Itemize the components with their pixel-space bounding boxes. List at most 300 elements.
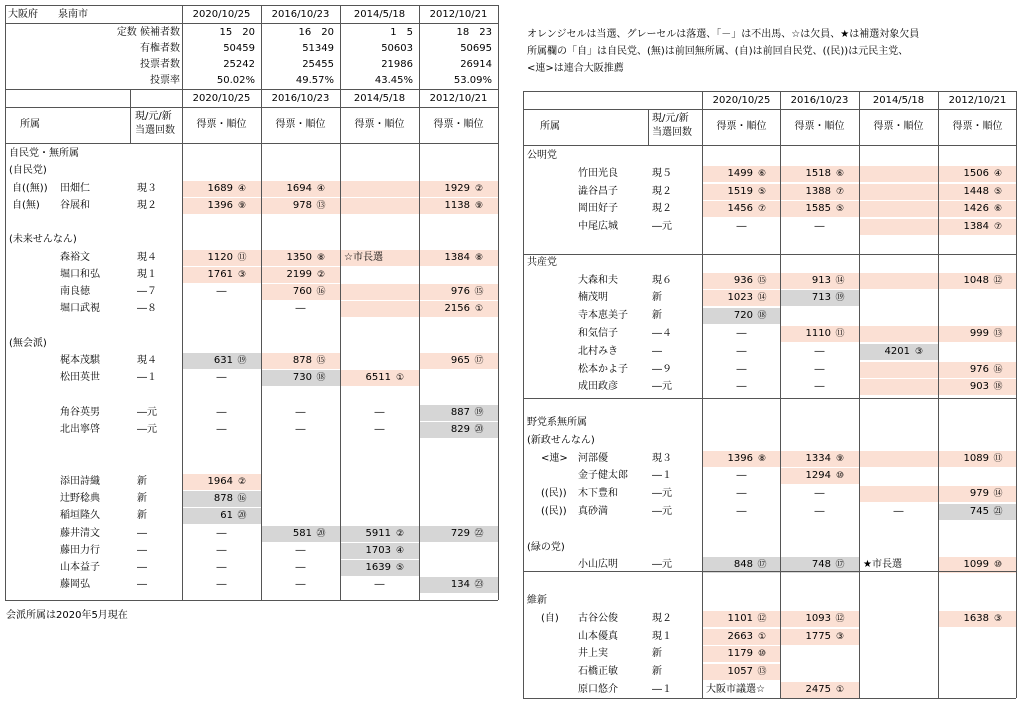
vote-value: 1448 [963, 185, 989, 197]
rank-value: ② [395, 528, 405, 539]
rank-value: ⑪ [835, 329, 845, 339]
rank-value: ⑯ [237, 494, 247, 504]
vote-value: 2663 [727, 630, 753, 642]
vote-value: ― [736, 328, 747, 339]
grid-line [340, 5, 341, 600]
vote-value: ― [736, 470, 747, 482]
candidate-name: 添田詩織 [60, 475, 100, 487]
rank-value: ① [757, 631, 767, 642]
vote-value: 1110 [805, 328, 831, 339]
candidate-status: ― [652, 345, 662, 357]
col-party-header: 所属 [20, 119, 40, 130]
candidate-name: 寺本恵美子 [578, 310, 628, 322]
candidate-status: ―８ [137, 303, 157, 315]
grid-line [5, 5, 6, 600]
vote-value: 1703 [365, 544, 391, 556]
stat-value: 51349 [302, 43, 334, 54]
candidate-name: 北出寧啓 [60, 424, 100, 435]
election-date: 2014/5/18 [353, 93, 406, 104]
candidate-name: 谷展和 [60, 199, 90, 211]
party-prefix: <連> [541, 452, 568, 464]
vote-value: 1294 [805, 470, 831, 482]
vote-value: ― [736, 381, 747, 393]
candidate-status: 新 [137, 493, 147, 504]
grid-line [5, 23, 498, 24]
stat-label: 定数 候補者数 [116, 27, 180, 38]
vote-value: ― [216, 527, 227, 539]
col-vote-header: 得票・順位 [433, 119, 484, 130]
vote-value: 1099 [963, 559, 989, 571]
col-status-header: 現/元/新 当選回数 [135, 111, 175, 136]
vote-value: 730 [292, 372, 312, 384]
candidate-status: 現２ [652, 185, 672, 197]
vote-value: 1120 [207, 251, 233, 263]
party-group-label: 維新 [527, 595, 547, 606]
col-vote-header: 得票・順位 [275, 119, 326, 130]
vote-value: 1426 [963, 203, 989, 215]
vote-value: ― [216, 562, 227, 573]
candidate-status: ― [137, 579, 147, 591]
candidate-status: ―７ [137, 286, 157, 297]
rank-value: ⑩ [993, 560, 1003, 571]
rank-value: ⑥ [835, 168, 845, 179]
candidate-status: 新 [137, 510, 147, 522]
vote-value: 1929 [444, 182, 470, 194]
vote-value: ― [374, 579, 385, 591]
rank-value: ⑭ [757, 293, 767, 304]
candidate-status: ―元 [137, 424, 157, 435]
vote-value: 1499 [727, 167, 753, 179]
grid-line [419, 5, 420, 600]
candidate-status: 現２ [652, 203, 672, 215]
vote-value: ― [295, 562, 306, 573]
win-cell-bg [341, 301, 419, 317]
vote-value: ― [295, 406, 306, 418]
vote-value: 1518 [805, 167, 831, 179]
rank-value: ㉑ [993, 507, 1003, 517]
col-vote-header: 得票・順位 [196, 119, 247, 130]
rank-value: ⑥ [757, 168, 767, 179]
vote-value: 2199 [286, 268, 312, 280]
election-date: 2016/10/23 [790, 95, 849, 106]
vote-value: 大阪市議選☆ [706, 684, 765, 695]
rank-value: ㉓ [474, 580, 484, 591]
vote-value: 887 [450, 406, 470, 418]
rank-value: ⑦ [835, 186, 845, 197]
vote-value: 978 [292, 199, 312, 211]
candidate-status: ―元 [652, 221, 672, 233]
rank-value: ⑬ [757, 667, 767, 678]
candidate-status: ―元 [652, 506, 672, 517]
vote-value: ― [736, 363, 747, 375]
election-date: 2014/5/18 [353, 9, 406, 20]
grid-line [1016, 91, 1017, 698]
vote-value: 1388 [805, 185, 831, 197]
candidate-name: 竹田光良 [578, 167, 618, 179]
candidate-status: ―４ [652, 328, 672, 339]
grid-line [523, 91, 1016, 92]
vote-value: 1350 [286, 251, 312, 263]
vote-value: ― [814, 381, 825, 393]
rank-value: ① [395, 373, 405, 384]
party-group-label: (無会派) [9, 337, 47, 349]
candidate-name: 藤岡弘 [60, 579, 90, 591]
candidate-name: 石橋正敏 [578, 666, 618, 678]
candidate-name: 小山広明 [578, 559, 618, 571]
vote-value: ― [216, 544, 227, 556]
grid-line [182, 5, 183, 600]
candidate-status: ― [137, 544, 147, 556]
candidate-status: ―１ [652, 470, 672, 482]
win-cell-bg [860, 219, 938, 235]
election-date: 2020/10/25 [192, 9, 251, 20]
candidate-status: 新 [652, 292, 662, 304]
grid-line [5, 5, 498, 6]
stat-label: 有権者数 [140, 43, 180, 54]
stat-value: 43.45% [374, 75, 413, 86]
grid-line [523, 571, 1016, 572]
vote-value: ― [736, 488, 747, 500]
election-date: 2012/10/21 [429, 93, 488, 104]
rank-value: ⑨ [835, 453, 845, 464]
candidate-status: 現３ [652, 452, 672, 464]
vote-value: 1694 [286, 182, 312, 194]
win-cell-bg [860, 362, 938, 378]
rank-value: ⑰ [835, 560, 845, 571]
vote-value: 1384 [444, 251, 470, 263]
rank-value: ⑳ [237, 511, 247, 522]
vote-value: ― [295, 424, 306, 435]
candidate-name: 澁谷昌子 [578, 185, 618, 197]
candidate-status: 現３ [137, 182, 157, 194]
party-group-label: (新政せんなん) [527, 434, 595, 446]
rank-value: ⑤ [835, 204, 845, 215]
rank-value: ⑲ [474, 407, 484, 418]
col-vote-header: 得票・順位 [794, 121, 845, 132]
vote-value: 913 [811, 274, 831, 286]
rank-value: ③ [914, 346, 924, 357]
candidate-name: 北村みき [578, 345, 618, 357]
rank-value: ⑬ [316, 200, 326, 211]
party-group-label: (未来せんなん) [9, 234, 77, 246]
vote-value: 1775 [805, 630, 831, 642]
rank-value: ⑧ [757, 453, 767, 464]
vote-value: 903 [969, 381, 989, 393]
col-status-header: 現/元/新 当選回数 [652, 113, 692, 138]
vote-value: 61 [220, 510, 233, 522]
grid-line [261, 5, 262, 600]
vote-value: 1101 [727, 612, 753, 624]
rank-value: ③ [835, 631, 845, 642]
vote-value: 2475 [805, 684, 831, 695]
grid-line [523, 254, 1016, 255]
vote-value: 729 [450, 527, 470, 539]
vote-value: 1964 [207, 475, 233, 487]
grid-line [5, 107, 498, 108]
grid-line [938, 91, 939, 698]
vote-value: ― [216, 424, 227, 435]
candidate-name: 大森和夫 [578, 274, 618, 286]
rank-value: ③ [237, 269, 247, 280]
vote-value: 1093 [805, 612, 831, 624]
vote-value: 2156 [444, 303, 470, 315]
candidate-status: 現４ [137, 251, 157, 263]
party-prefix: (自) [541, 612, 559, 624]
rank-value: ⑬ [993, 329, 1003, 339]
win-cell-bg [860, 379, 938, 395]
stat-value: 21986 [381, 59, 413, 70]
footnote: 会派所属は2020年5月現在 [6, 610, 128, 621]
candidate-status: ―元 [652, 488, 672, 500]
vote-value: ― [216, 579, 227, 591]
candidate-name: 梶本茂騏 [60, 355, 100, 366]
win-cell-bg [860, 326, 938, 342]
rank-value: ⑳ [316, 528, 326, 539]
stat-value: 18 23 [456, 27, 492, 38]
grid-line [5, 143, 498, 144]
rank-value: ㉒ [474, 528, 484, 539]
rank-value: ③ [993, 613, 1003, 624]
rank-value: ⑦ [993, 222, 1003, 233]
col-party-header: 所属 [540, 121, 560, 132]
rank-value: ⑧ [316, 252, 326, 263]
vote-value: 1048 [963, 274, 989, 286]
candidate-name: 山本益子 [60, 562, 100, 573]
candidate-status: 現６ [652, 274, 672, 286]
grid-line [523, 145, 1016, 146]
rank-value: ⑤ [993, 186, 1003, 197]
candidate-status: ― [137, 562, 147, 573]
grid-line [523, 91, 524, 698]
candidate-name: 山本優真 [578, 630, 618, 642]
rank-value: ⑲ [237, 356, 247, 366]
candidate-status: 現２ [652, 612, 672, 624]
rank-value: ⑨ [474, 200, 484, 211]
grid-line [5, 89, 498, 90]
election-date: 2016/10/23 [271, 93, 330, 104]
rank-value: ⑲ [835, 293, 845, 304]
party-group-label: 公明党 [527, 150, 557, 161]
candidate-status: ―１ [137, 372, 157, 384]
party-group-label: 野党系無所属 [527, 417, 587, 428]
vote-value: ― [295, 303, 306, 315]
candidate-name: 稲垣隆久 [60, 510, 100, 522]
col-vote-header: 得票・順位 [716, 121, 767, 132]
candidate-name: 堀口和弘 [60, 268, 100, 280]
rank-value: ⑯ [316, 287, 326, 297]
candidate-name: 河部優 [578, 452, 608, 464]
candidate-status: ―元 [652, 381, 672, 393]
rank-value: ⑰ [757, 560, 767, 571]
election-date: 2020/10/25 [712, 95, 771, 106]
vote-value: ★市長選 [863, 559, 902, 571]
stat-value: 50695 [460, 43, 492, 54]
candidate-status: ―１ [652, 684, 672, 695]
grid-line [702, 91, 703, 698]
region-label: 大阪府 [8, 9, 38, 20]
legend-line: オレンジセルは当選、グレーセルは落選、「－」は不出馬、☆は欠員、★は補選対象欠員 [527, 29, 920, 40]
vote-value: 1689 [207, 182, 233, 194]
rank-value: ⑫ [993, 275, 1003, 286]
candidate-status: 新 [652, 310, 662, 322]
grid-line [130, 89, 131, 143]
candidate-name: 楠茂明 [578, 292, 608, 304]
vote-value: ― [216, 286, 227, 297]
candidate-name: 古谷公俊 [578, 612, 618, 624]
col-vote-header: 得票・順位 [873, 121, 924, 132]
rank-value: ⑪ [993, 453, 1003, 464]
rank-value: ⑩ [757, 649, 767, 660]
candidate-status: 新 [652, 648, 662, 660]
rank-value: ⑥ [993, 204, 1003, 215]
vote-value: 1519 [727, 185, 753, 197]
stat-value: 25242 [223, 59, 255, 70]
election-date: 2012/10/21 [429, 9, 488, 20]
rank-value: ① [835, 685, 845, 695]
rank-value: ⑮ [316, 356, 326, 366]
rank-value: ④ [993, 168, 1003, 179]
rank-value: ⑧ [474, 252, 484, 263]
rank-value: ② [316, 269, 326, 280]
vote-value: 1638 [963, 612, 989, 624]
rank-value: ⑩ [835, 471, 845, 482]
party-prefix: 自(無) [12, 199, 40, 211]
stat-label: 投票者数 [140, 59, 180, 70]
rank-value: ⑦ [757, 204, 767, 215]
vote-value: 1384 [963, 221, 989, 233]
rank-value: ⑪ [237, 252, 247, 263]
vote-value: 1057 [727, 666, 753, 678]
city-label: 泉南市 [58, 9, 88, 20]
vote-value: 878 [213, 493, 233, 504]
candidate-name: 井上実 [578, 648, 608, 660]
vote-value: 1023 [727, 292, 753, 304]
party-group-label: 共産党 [527, 256, 557, 268]
vote-value: 1761 [207, 268, 233, 280]
party-prefix: ((民)) [541, 488, 567, 500]
vote-value: ― [893, 506, 904, 517]
win-cell-bg [341, 284, 419, 300]
candidate-name: 原口悠介 [578, 684, 618, 695]
rank-value: ⑤ [395, 563, 405, 573]
vote-value: 760 [292, 286, 312, 297]
rank-value: ⑨ [237, 200, 247, 211]
rank-value: ⑯ [993, 364, 1003, 375]
party-prefix: 自((無)) [12, 182, 48, 194]
vote-value: ― [295, 579, 306, 591]
rank-value: ⑰ [474, 356, 484, 366]
rank-value: ⑱ [757, 311, 767, 322]
vote-value: 748 [811, 559, 831, 571]
vote-value: 5911 [365, 527, 391, 539]
stat-value: 1 5 [390, 27, 413, 38]
candidate-name: 堀口武視 [60, 303, 100, 315]
rank-value: ② [237, 476, 247, 487]
vote-value: ― [216, 406, 227, 418]
candidate-name: 木下豊和 [578, 488, 618, 500]
stat-value: 50603 [381, 43, 413, 54]
grid-line [498, 5, 499, 600]
party-group-label: 自民党・無所属 [9, 148, 79, 159]
vote-value: ― [736, 506, 747, 517]
candidate-name: 成田政彦 [578, 381, 618, 393]
stat-value: 53.09% [453, 75, 492, 86]
rank-value: ⑭ [993, 489, 1003, 500]
candidate-name: 角谷英男 [60, 406, 100, 418]
candidate-status: 新 [652, 666, 662, 678]
vote-value: 4201 [884, 345, 910, 357]
rank-value: ⑫ [757, 613, 767, 624]
vote-value: 1396 [207, 199, 233, 211]
rank-value: ② [474, 183, 484, 194]
candidate-name: 中尾広城 [578, 221, 618, 233]
vote-value: 999 [969, 328, 989, 339]
vote-value: ― [374, 424, 385, 435]
party-group-label: (自民党) [9, 165, 47, 177]
vote-value: 720 [733, 310, 753, 322]
vote-value: 1456 [727, 203, 753, 215]
rank-value: ⑳ [474, 425, 484, 435]
candidate-name: 辻野稔典 [60, 493, 100, 504]
vote-value: ― [374, 406, 385, 418]
election-date: 2020/10/25 [192, 93, 251, 104]
win-cell-bg [860, 166, 938, 182]
vote-value: 745 [969, 506, 989, 517]
vote-value: 6511 [365, 372, 391, 384]
vote-value: 979 [969, 488, 989, 500]
election-date: 2014/5/18 [872, 95, 925, 106]
candidate-name: 金子健太郎 [578, 470, 628, 482]
vote-value: 976 [969, 363, 989, 375]
vote-value: 1179 [727, 648, 753, 660]
vote-value: ― [216, 372, 227, 384]
vote-value: 1506 [963, 167, 989, 179]
candidate-status: ―元 [652, 559, 672, 571]
party-group-label: (緑の党) [527, 541, 565, 553]
candidate-name: 松田英世 [60, 372, 100, 384]
vote-value: 1585 [805, 203, 831, 215]
grid-line [5, 600, 498, 601]
candidate-status: 新 [137, 475, 147, 487]
col-vote-header: 得票・順位 [354, 119, 405, 130]
win-cell-bg [341, 198, 419, 214]
grid-line [859, 91, 860, 698]
vote-value: 1396 [727, 452, 753, 464]
rank-value: ⑤ [757, 186, 767, 197]
vote-value: 1639 [365, 562, 391, 573]
vote-value: 134 [450, 579, 470, 591]
win-cell-bg [860, 273, 938, 289]
vote-value: 965 [450, 355, 470, 366]
stat-value: 50459 [223, 43, 255, 54]
vote-value: 1089 [963, 452, 989, 464]
grid-line [523, 109, 1016, 110]
rank-value: ④ [316, 183, 326, 194]
grid-line [523, 698, 1016, 699]
vote-value: 878 [292, 355, 312, 366]
win-cell-bg [341, 181, 419, 197]
stat-value: 50.02% [216, 75, 255, 86]
candidate-status: 現１ [137, 268, 157, 280]
candidate-status: ―９ [652, 363, 672, 375]
candidate-status: 現１ [652, 630, 672, 642]
candidate-name: 森裕文 [60, 251, 90, 263]
vote-value: ― [814, 506, 825, 517]
vote-value: ― [814, 345, 825, 357]
vote-value: ― [736, 345, 747, 357]
stat-value: 16 20 [298, 27, 334, 38]
win-cell-bg [860, 486, 938, 502]
